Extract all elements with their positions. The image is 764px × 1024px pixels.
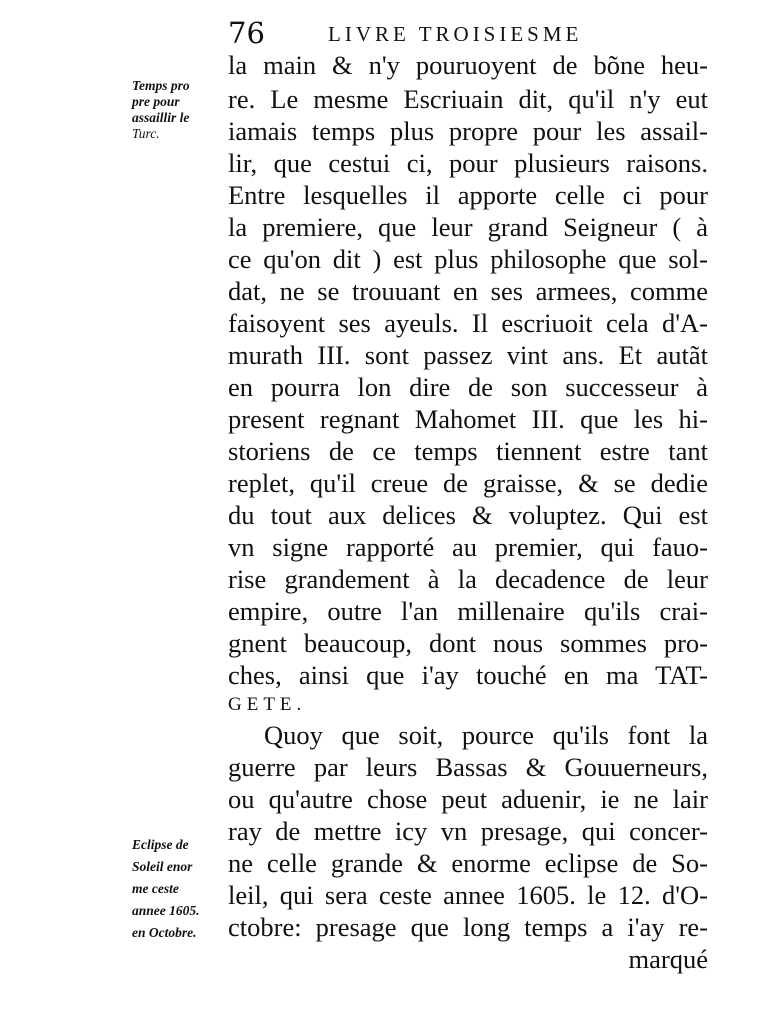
- text-line: marqué: [628, 944, 708, 974]
- text-line: storiens de ce temps tiennent estre tant: [228, 436, 708, 466]
- text-line: ce qu'on dit ) est plus philosophe que sol-: [228, 244, 708, 274]
- text-line: murath III. sont passez vint ans. Et autãt: [228, 340, 708, 370]
- text-line: ou qu'autre chose peut aduenir, ie ne lair: [228, 784, 708, 814]
- margin-note-line: annee 1605.: [132, 903, 200, 918]
- text-line: ctobre: presage que long temps a i'ay re-: [228, 912, 708, 942]
- text-line: Entre lesquelles il apporte celle ci pour: [228, 180, 708, 210]
- text-line: iamais temps plus propre pour les assail-: [228, 116, 708, 146]
- margin-note-line: pre pour: [132, 94, 180, 109]
- text-line: Quoy que soit, pource qu'ils font la: [264, 720, 708, 750]
- margin-note-line: Eclipse de: [132, 837, 189, 852]
- text-line: ne celle grande & enorme eclipse de So-: [228, 848, 708, 878]
- text-line: la main & n'y pouruoyent de bõne heu-: [228, 50, 708, 80]
- margin-note-line: Soleil enor: [132, 859, 193, 874]
- text-line: du tout aux delices & voluptez. Qui est: [228, 500, 708, 530]
- text-line: guerre par leurs Bassas & Gouuerneurs,: [228, 752, 708, 782]
- text-line: re. Le mesme Escriuain dit, qu'il n'y eut: [228, 84, 708, 114]
- margin-note-line: Temps pro: [132, 78, 190, 93]
- text-line: dat, ne se trouuant en ses armees, comme: [228, 276, 708, 306]
- margin-note-line: me ceste: [132, 881, 179, 896]
- margin-note-line: en Octobre.: [132, 925, 197, 940]
- text-line: GETE.: [228, 694, 307, 715]
- text-line: empire, outre l'an millenaire qu'ils crai-: [228, 596, 708, 626]
- text-line: vn signe rapporté au premier, qui fauo-: [228, 532, 708, 562]
- margin-note-line: assaillir le: [132, 110, 190, 125]
- page-number: 76: [228, 16, 265, 50]
- text-line: gnent beaucoup, dont nous sommes pro-: [228, 628, 708, 658]
- text-line: ches, ainsi que i'ay touché en ma TAT-: [228, 660, 708, 690]
- running-title: LIVRE TROISIESME: [328, 22, 583, 46]
- margin-note-temps-propre: [132, 78, 230, 142]
- text-line: present regnant Mahomet III. que les hi-: [228, 404, 708, 434]
- text-line: rise grandement à la decadence de leur: [228, 564, 708, 594]
- text-line: faisoyent ses ayeuls. Il escriuoit cela d'A-: [228, 308, 708, 338]
- text-line: la premiere, que leur grand Seigneur ( à: [228, 212, 708, 242]
- text-line: leil, qui sera ceste annee 1605. le 12. d'O-: [228, 880, 708, 910]
- text-line: ray de mettre icy vn presage, qui concer-: [228, 816, 708, 846]
- text-line: en pourra lon dire de son successeur à: [228, 372, 708, 402]
- text-line: replet, qu'il creue de graisse, & se dedie: [228, 468, 708, 498]
- margin-note-line: Turc.: [132, 126, 160, 141]
- margin-note-eclipse: [132, 834, 230, 944]
- text-line: lir, que cestui ci, pour plusieurs raisons.: [228, 148, 708, 178]
- page-header: [228, 16, 718, 50]
